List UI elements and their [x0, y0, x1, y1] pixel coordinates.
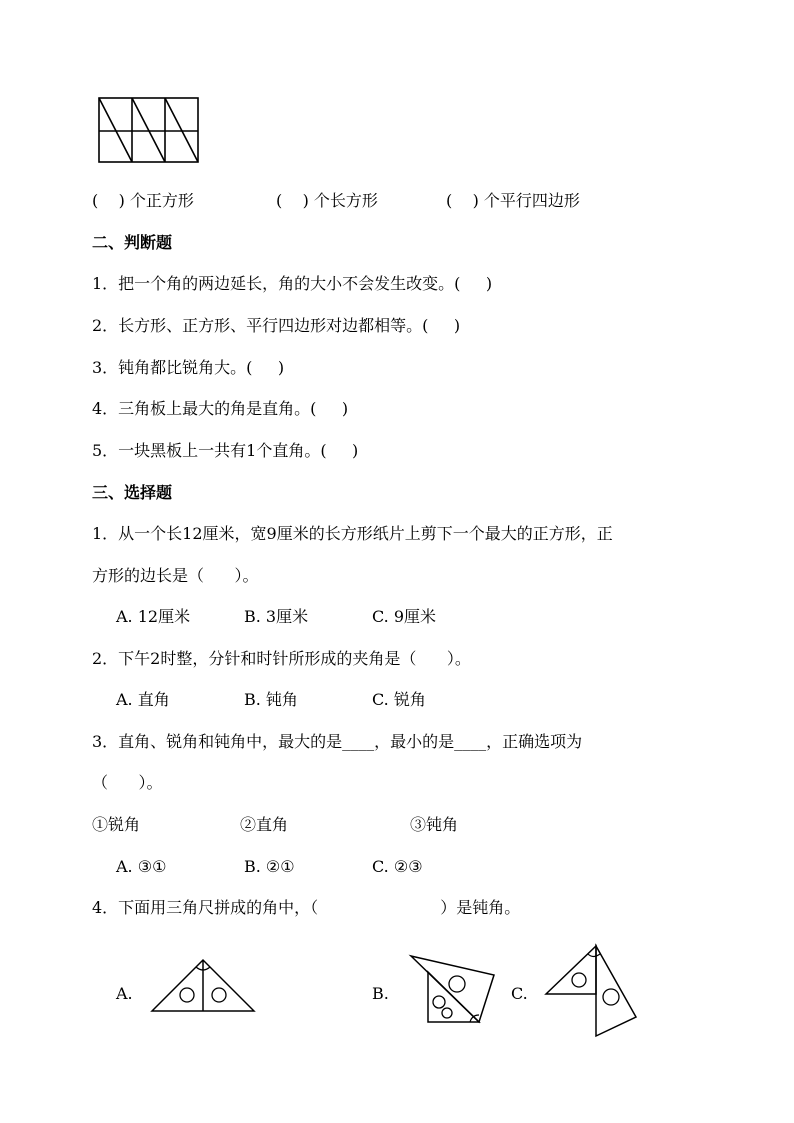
choice-q1-option-c: C. 9厘米 — [372, 607, 437, 626]
choice-q1-line1: 1．从一个长12厘米，宽9厘米的长方形纸片上剪下一个最大的正方形，正 — [92, 524, 613, 543]
choice-q2-option-c: C. 锐角 — [372, 690, 426, 709]
choice-q3-line1: 3．直角、锐角和钝角中，最大的是____，最小的是____，正确选项为 — [92, 732, 583, 751]
judge-item-3: 3．钝角都比锐角大。( ) — [92, 358, 285, 377]
figure-a-label: A. — [116, 984, 133, 1003]
judge-item-1: 1．把一个角的两边延长，角的大小不会发生改变。( ) — [92, 274, 493, 293]
figure-c-label: C. — [511, 984, 528, 1003]
judge-item-5: 5．一块黑板上一共有1个直角。( ) — [92, 441, 359, 460]
count-rectangles: ( ) 个长方形 — [276, 191, 378, 210]
choice-q3-line2: （ ）。 — [92, 773, 163, 792]
grid-figure — [98, 97, 200, 164]
figure-b-label: B. — [372, 984, 389, 1003]
figure-c-triangles — [543, 943, 639, 1039]
judge-item-4: 4．三角板上最大的角是直角。( ) — [92, 399, 349, 418]
choice-q3-item-1: ①锐角 — [92, 815, 141, 834]
choice-q3-option-b: B. ②① — [244, 857, 295, 876]
choice-q3-item-3: ③钝角 — [410, 815, 459, 834]
count-squares: ( ) 个正方形 — [92, 191, 194, 210]
choice-q2-option-b: B. 钝角 — [244, 690, 298, 709]
choice-q2: 2．下午2时整，分针和时针所形成的夹角是（ ）。 — [92, 649, 471, 668]
choice-q3-item-2: ②直角 — [240, 815, 289, 834]
choice-q1-option-a: A. 12厘米 — [116, 607, 191, 626]
count-parallelograms: ( ) 个平行四边形 — [446, 191, 580, 210]
choice-heading: 三、选择题 — [92, 483, 173, 502]
choice-q3-option-a: A. ③① — [116, 857, 167, 876]
judge-item-2: 2．长方形、正方形、平行四边形对边都相等。( ) — [92, 316, 461, 335]
choice-q3-option-c: C. ②③ — [372, 857, 423, 876]
choice-q4: 4．下面用三角尺拼成的角中，（ ）是钝角。 — [92, 898, 521, 917]
choice-q1-line2: 方形的边长是（ ）。 — [92, 566, 259, 585]
choice-q2-option-a: A. 直角 — [116, 690, 170, 709]
choice-q1-option-b: B. 3厘米 — [244, 607, 309, 626]
judge-heading: 二、判断题 — [92, 233, 173, 252]
figure-b-triangles — [408, 953, 498, 1025]
figure-a-triangles — [150, 956, 256, 1014]
